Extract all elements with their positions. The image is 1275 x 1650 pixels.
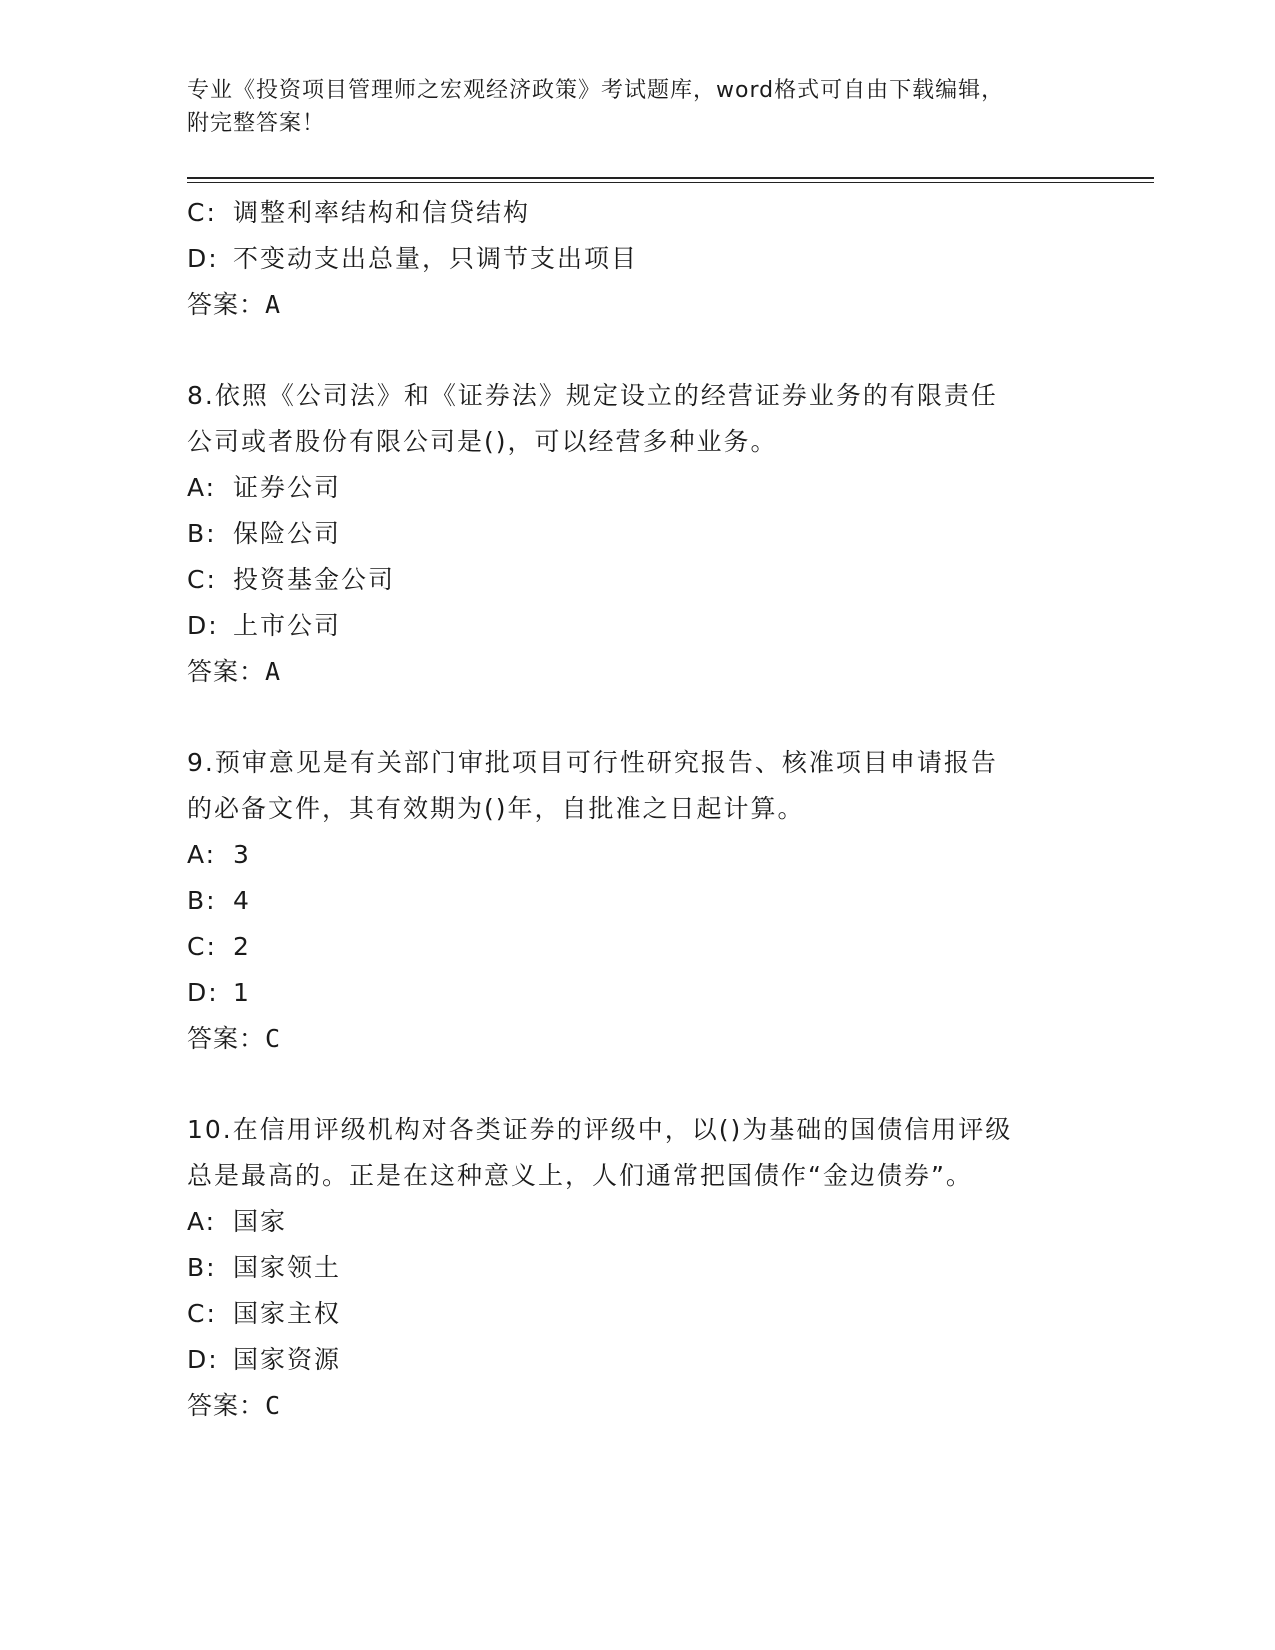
option-text: 证券公司 [233, 473, 342, 502]
header-line-1: 专业《投资项目管理师之宏观经济政策》考试题库，word格式可自由下载编辑， [187, 78, 1005, 103]
answer-line: 答案：C [187, 1391, 282, 1420]
option-text: 不变动支出总量，只调节支出项目 [233, 244, 639, 273]
answer-line: 答案：A [187, 290, 282, 319]
option-letter: D: [187, 244, 219, 273]
option-b [187, 1245, 1087, 1291]
option-text: 国家主权 [233, 1299, 342, 1328]
option-d [187, 970, 1087, 1016]
option-b [187, 511, 1087, 557]
option-c [187, 1291, 1087, 1337]
option-text: 国家领土 [233, 1253, 342, 1282]
option-letter: C: [187, 932, 217, 961]
question-stem-line-2: 的必备文件，其有效期为()年，自批准之日起计算。 [187, 794, 805, 823]
question-10-block [187, 1107, 1087, 1429]
question-8-block [187, 373, 1087, 695]
option-text: 国家资源 [233, 1345, 342, 1374]
option-c [187, 924, 1087, 970]
question-stem-line-2: 公司或者股份有限公司是()，可以经营多种业务。 [187, 427, 778, 456]
option-text: 国家 [233, 1207, 288, 1236]
question-stem-line-1: 10.在信用评级机构对各类证券的评级中，以()为基础的国债信用评级 [187, 1115, 1013, 1144]
page-header [187, 74, 1087, 140]
option-letter: C: [187, 565, 217, 594]
question-stem-line-1: 8.依照《公司法》和《证券法》规定设立的经营证券业务的有限责任 [187, 381, 998, 410]
question-9-block [187, 740, 1087, 1062]
option-a [187, 1199, 1087, 1245]
option-d [187, 236, 1087, 282]
option-c [187, 190, 1087, 236]
header-divider-thin [187, 182, 1154, 183]
option-text: 上市公司 [233, 611, 342, 640]
spacer [187, 328, 1087, 373]
answer-line: 答案：A [187, 657, 282, 686]
question-content [187, 190, 1087, 1429]
option-text: 保险公司 [233, 519, 342, 548]
option-letter: B: [187, 519, 217, 548]
option-letter: D: [187, 1345, 219, 1374]
option-letter: B: [187, 1253, 217, 1282]
option-d [187, 1337, 1087, 1383]
option-a [187, 465, 1087, 511]
option-letter: A: [187, 1207, 217, 1236]
option-letter: D: [187, 611, 219, 640]
option-text: 3 [233, 840, 251, 869]
answer-line: 答案：C [187, 1024, 282, 1053]
header-line-2: 附完整答案！ [187, 111, 326, 136]
option-letter: C: [187, 1299, 217, 1328]
header-divider-thick [187, 177, 1154, 179]
option-text: 4 [233, 886, 251, 915]
option-letter: A: [187, 840, 217, 869]
option-letter: A: [187, 473, 217, 502]
option-letter: B: [187, 886, 217, 915]
option-text: 调整利率结构和信贷结构 [233, 198, 531, 227]
spacer [187, 1062, 1087, 1107]
option-text: 投资基金公司 [233, 565, 396, 594]
option-text: 2 [233, 932, 251, 961]
option-text: 1 [233, 978, 251, 1007]
option-c [187, 557, 1087, 603]
option-a [187, 832, 1087, 878]
question-7-block [187, 190, 1087, 328]
spacer [187, 695, 1087, 740]
option-b [187, 878, 1087, 924]
option-letter: C: [187, 198, 217, 227]
question-stem-line-1: 9.预审意见是有关部门审批项目可行性研究报告、核准项目申请报告 [187, 748, 998, 777]
option-letter: D: [187, 978, 219, 1007]
question-stem-line-2: 总是最高的。正是在这种意义上，人们通常把国债作“金边债券”。 [187, 1161, 973, 1190]
option-d [187, 603, 1087, 649]
